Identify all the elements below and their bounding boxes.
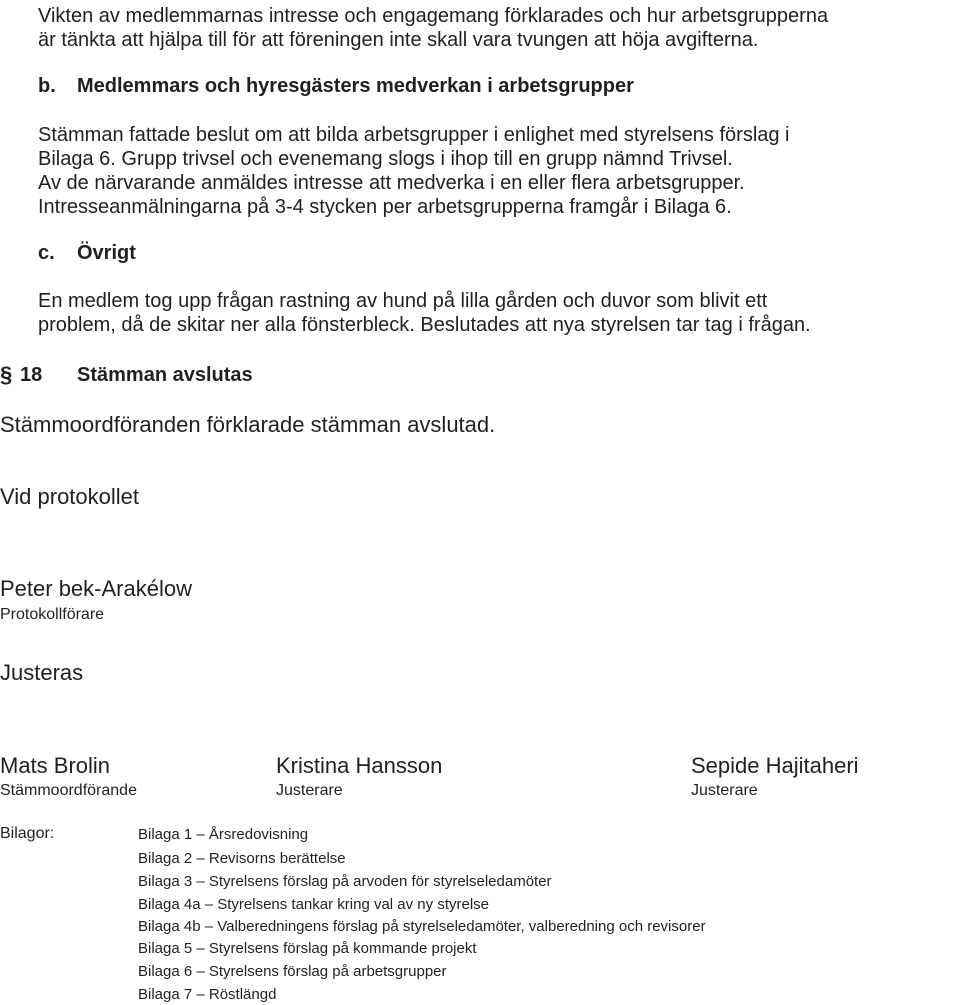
attachment-item: Bilaga 4a – Styrelsens tankar kring val av ny styrelse: [138, 896, 489, 913]
intro-line-1: Vikten av medlemmarnas intresse och engagemang förklarades och hur arbetsgrupperna: [38, 5, 829, 27]
secretary-role: Protokollförare: [0, 606, 105, 623]
attachment-item: Bilaga 7 – Röstlängd: [138, 986, 277, 1003]
signatory-role: Justerare: [276, 782, 343, 799]
section-c-line: problem, då de skitar ner alla fönsterbleck. Beslutades att nya styrelsen tar tag i frågan.: [38, 314, 811, 336]
signatory-name: Kristina Hansson: [276, 753, 443, 778]
attachment-item: Bilaga 2 – Revisorns berättelse: [138, 850, 346, 867]
attachment-item: Bilaga 6 – Styrelsens förslag på arbetsgrupper: [138, 963, 447, 980]
signatory-role: Stämmoordförande: [0, 782, 137, 799]
section-b-line: Stämman fattade beslut om att bilda arbetsgrupper i enlighet med styrelsens förslag i: [38, 124, 790, 146]
signatory-name: Mats Brolin: [0, 753, 111, 778]
attachment-item: Bilaga 3 – Styrelsens förslag på arvoden för styrelseledamöter: [138, 873, 552, 890]
section-b-line: Av de närvarande anmäldes intresse att medverka i en eller flera arbetsgrupper.: [38, 172, 745, 194]
vid-protokollet: Vid protokollet: [0, 484, 140, 509]
section-c-line: En medlem tog upp frågan rastning av hund på lilla gården och duvor som blivit ett: [38, 290, 768, 312]
section-b-title: Medlemmars och hyresgästers medverkan i arbetsgrupper: [77, 75, 634, 97]
section-18-text: Stämmoordföranden förklarade stämman avslutad.: [0, 412, 496, 437]
section-c-title: Övrigt: [77, 242, 136, 264]
attachments-label: Bilagor:: [0, 825, 55, 842]
attachment-item: Bilaga 5 – Styrelsens förslag på kommande projekt: [138, 940, 477, 957]
attachment-item: Bilaga 1 – Årsredovisning: [138, 826, 309, 843]
section-symbol: §: [0, 362, 13, 387]
section-b-line: Intresseanmälningarna på 3-4 stycken per arbetsgrupperna framgår i Bilaga 6.: [38, 196, 732, 218]
section-c-letter: c.: [38, 242, 55, 264]
section-b-letter: b.: [38, 75, 56, 97]
signatory-name: Sepide Hajitaheri: [691, 753, 859, 778]
intro-line-2: är tänkta att hjälpa till för att föreningen inte skall vara tvungen att höja avgifterna.: [38, 29, 759, 51]
section-18-title: Stämman avslutas: [77, 364, 253, 386]
justeras-heading: Justeras: [0, 660, 84, 685]
signatory-role: Justerare: [691, 782, 758, 799]
attachment-item: Bilaga 4b – Valberedningens förslag på styrelseledamöter, valberedning och revisorer: [138, 918, 706, 935]
section-number: 18: [20, 364, 43, 386]
section-b-line: Bilaga 6. Grupp trivsel och evenemang slogs i ihop till en grupp nämnd Trivsel.: [38, 148, 733, 170]
secretary-name: Peter bek-Arakélow: [0, 576, 192, 601]
